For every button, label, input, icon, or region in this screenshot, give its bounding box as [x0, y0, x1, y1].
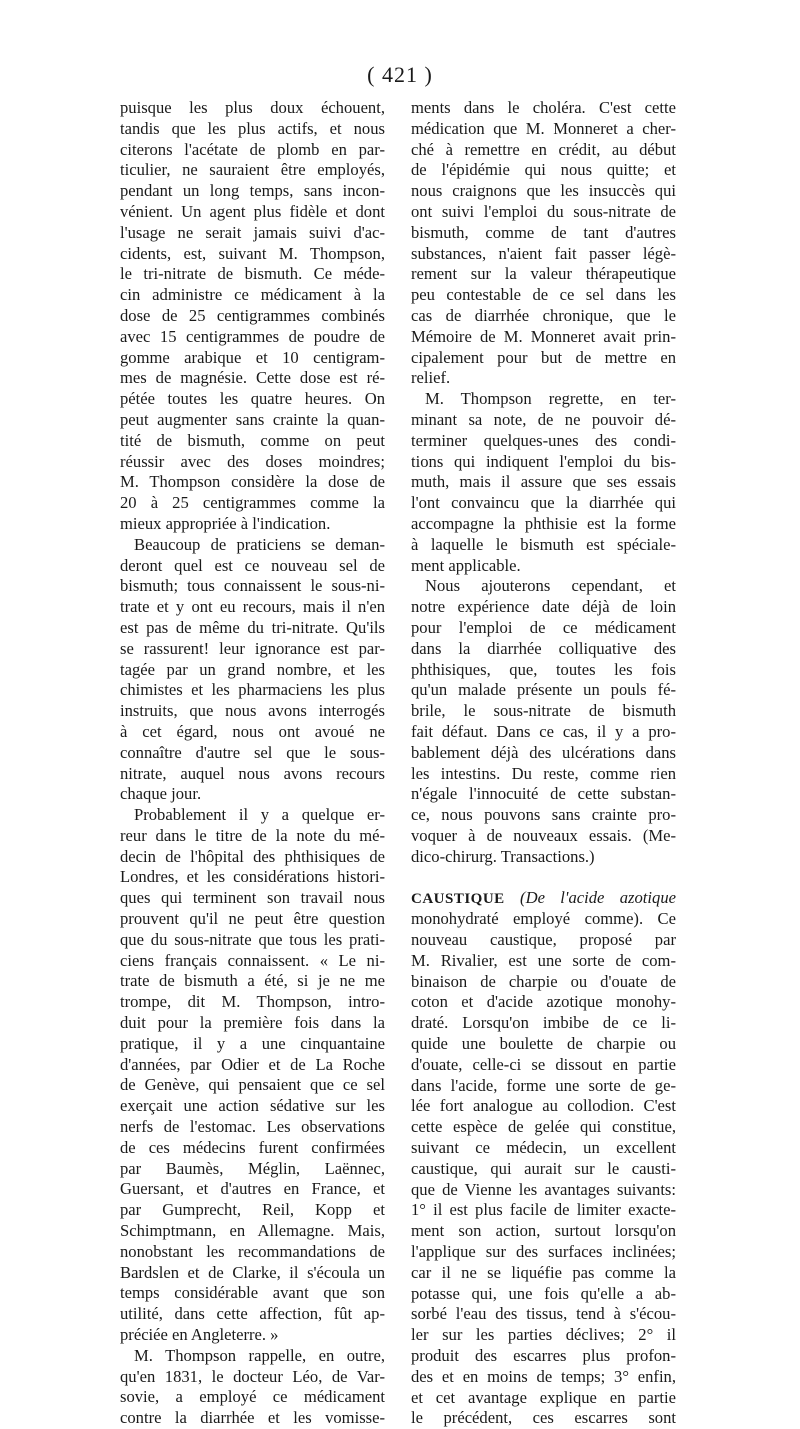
text-line: potasse qui, une fois qu'elle a ab- [411, 1283, 676, 1303]
text-line: lée fort analogue au collodion. C'est [411, 1096, 676, 1116]
text-line: d'années, par Odier et de La Roche [120, 1054, 385, 1074]
text-line: duit pour la première fois dans la [120, 1013, 385, 1033]
text-line: pour l'emploi de ce médicament [411, 617, 676, 637]
text-line: le tri-nitrate de bismuth. Ce méde- [120, 264, 385, 284]
left-column [120, 98, 385, 1429]
text-line: dans la diarrhée colliquative des [411, 638, 676, 658]
text-line: minant sa note, de ne pouvoir dé- [411, 409, 676, 429]
text-line: puisque les plus doux échouent, [120, 98, 385, 117]
text-line: ment son action, surtout lorsqu'on [411, 1221, 676, 1241]
text-line: M. Rivalier, est une sorte de com- [411, 950, 676, 970]
caustic-heading: CAUSTIQUE [411, 891, 505, 908]
text-line: nous craignons que les insuccès qui [411, 181, 676, 201]
text-line: draté. Lorsqu'on imbibe de ce li- [411, 1013, 676, 1033]
text-line: fait défaut. Dans ce cas, il y a pro- [411, 721, 676, 741]
text-line: voquer à de nouveaux essais. (Me- [411, 825, 676, 845]
text-line: rement sur la valeur thérapeutique [411, 264, 676, 284]
text-line: réussir avec des doses moindres; [120, 451, 385, 471]
text-line: temps considérable avant que son [120, 1283, 385, 1303]
text-line: ques qui terminent son travail nous [120, 888, 385, 908]
text-line: peut augmenter sans crainte la quan- [120, 409, 385, 429]
text-line: produit des escarres plus profon- [411, 1346, 676, 1366]
text-line: muth, mais il assure que ses essais [411, 472, 676, 492]
text-line: chimistes et les pharmaciens les plus [120, 680, 385, 700]
text-line: à laquelle le bismuth est spéciale- [411, 534, 676, 554]
text-line: nonobstant les recommandations de [120, 1241, 385, 1261]
text-line: mieux appropriée à l'indication. [120, 513, 331, 533]
text-line: connaître d'autre sel que le sous- [120, 742, 385, 762]
right-column-part-b [411, 909, 676, 1429]
text-line: de l'épidémie qui nous quitte; et [411, 160, 676, 180]
text-line: que de Vienne les avantages suivants: [411, 1179, 676, 1199]
text-line: cette espèce de gelée qui constitue, [411, 1117, 676, 1137]
text-line: suivant ce médecin, un excellent [411, 1138, 676, 1158]
text-line: trompe, dit M. Thompson, intro- [120, 992, 385, 1012]
text-line: médication que M. Monneret a cher- [411, 118, 676, 138]
text-line: caustique, qui aurait sur le causti- [411, 1158, 676, 1178]
text-line: se rassurent! leur ignorance est par- [120, 638, 385, 658]
text-line: bismuth; tous connaissent le sous-ni- [120, 576, 385, 596]
text-line: Nous ajouterons cependant, et [425, 576, 676, 596]
text-line: sorbé l'eau des tissus, tend à s'écou- [411, 1304, 676, 1324]
text-line: tité de bismuth, comme on peut [120, 430, 385, 450]
text-line: bismuth, comme de tant d'autres [411, 222, 676, 242]
text-line: 20 à 25 centigrammes comme la [120, 493, 385, 513]
text-line: substances, n'aient fait passer légè- [411, 243, 676, 263]
text-line: qu'en 1831, le docteur Léo, de Var- [120, 1366, 385, 1386]
text-line: brile, le sous-nitrate de bismuth [411, 701, 676, 721]
text-line: Schimptmann, en Allemagne. Mais, [120, 1221, 385, 1241]
text-line: Probablement il y a quelque er- [134, 805, 385, 825]
text-line: phthisiques, que, toutes les fois [411, 659, 676, 679]
text-line: tagée par un grand nombre, et les [120, 659, 385, 679]
text-line: coton et d'acide azotique monohy- [411, 992, 676, 1012]
text-line: bablement déjà des ulcérations dans [411, 742, 676, 762]
text-line: M. Thompson considère la dose de [120, 472, 385, 492]
page-number: ( 421 ) [367, 62, 433, 87]
text-line: vénient. Un agent plus fidèle et dont [120, 201, 385, 221]
text-line: par Baumès, Méglin, Laënnec, [120, 1158, 385, 1178]
text-line: dose de 25 centigrammes combinés [120, 305, 385, 325]
text-line: deront quel est ce nouveau sel de [120, 555, 385, 575]
text-line: binaison de charpie ou d'ouate de [411, 971, 676, 991]
text-line: cin administre ce médicament à la [120, 285, 385, 305]
text-line: exerçait une action sédative sur les [120, 1096, 385, 1116]
text-line: trate de bismuth a été, si je ne me [120, 971, 385, 991]
text-line: peu contestable de ce sel dans les [411, 285, 676, 305]
right-column [411, 98, 676, 1429]
text-line: de ces médecins furent confirmées [120, 1137, 385, 1157]
text-line: reur dans le titre de la note du mé- [120, 825, 385, 845]
text-line: tions qui indiquent l'emploi du bis- [411, 451, 676, 471]
caustic-heading-line [411, 888, 676, 909]
caustic-heading-subtitle: (De l'acide azotique [504, 888, 676, 908]
text-line: M. Thompson rappelle, en outre, [134, 1345, 385, 1365]
text-line: M. Thompson regrette, en ter- [425, 389, 676, 409]
text-line: quide une boulette de charpie ou [411, 1034, 676, 1054]
text-line: ché à remettre en crédit, au début [411, 139, 676, 159]
text-line: gomme arabique et 10 centigram- [120, 347, 385, 367]
text-line: d'ouate, celle-ci se dissout en partie [411, 1054, 676, 1074]
text-line: monohydraté employé comme). Ce [411, 909, 676, 929]
text-line: 1° il est plus facile de limiter exacte- [411, 1200, 676, 1220]
text-line: nerfs de l'estomac. Les observations [120, 1117, 385, 1137]
text-line: l'usage ne serait jamais suivi d'ac- [120, 222, 385, 242]
text-line: instruits, que nous avons interrogés [120, 701, 385, 721]
section-gap [411, 867, 676, 888]
text-line: des et en moins de temps; 3° enfin, [411, 1366, 676, 1386]
text-line: Mémoire de M. Monneret avait prin- [411, 326, 676, 346]
text-line: nitrate, auquel nous avons recours [120, 763, 385, 783]
text-line: notre expérience date déjà de loin [411, 597, 676, 617]
text-line: Beaucoup de praticiens se deman- [134, 534, 385, 554]
text-line: contre la diarrhée et les vomisse- [120, 1408, 385, 1428]
text-line: ce, nous pouvons sans crainte pro- [411, 805, 676, 825]
text-line: pendant un long temps, sans incon- [120, 181, 385, 201]
text-line: ont suivi l'emploi du sous-nitrate de [411, 201, 676, 221]
text-line: trate et y ont eu recours, mais il n'en [120, 597, 385, 617]
text-line: ments dans le choléra. C'est cette [411, 98, 676, 117]
text-line: Bardslen et de Clarke, il s'écoula un [120, 1262, 385, 1282]
text-line: citerons l'acétate de plomb en par- [120, 139, 385, 159]
right-column-part-a [411, 98, 676, 867]
text-line: nouveau caustique, proposé par [411, 930, 676, 950]
text-line: prouvent qu'il ne peut être question [120, 909, 385, 929]
text-line: que du sous-nitrate que tous les prati- [120, 929, 385, 949]
text-line: est pas de même du tri-nitrate. Qu'ils [120, 617, 385, 637]
text-line: à cet égard, nous ont avoué ne [120, 721, 385, 741]
text-line: le précédent, ces escarres sont [411, 1408, 676, 1428]
text-line: n'égale l'innocuité de cette substan- [411, 784, 676, 804]
text-line: pratique, il y a une cinquantaine [120, 1033, 385, 1053]
text-line: pétée toutes les quatre heures. On [120, 389, 385, 409]
text-line: car il ne se liquéfie pas comme la [411, 1262, 676, 1282]
text-line: dans l'acide, forme une sorte de ge- [411, 1075, 676, 1095]
text-line: dico-chirurg. Transactions.) [411, 846, 595, 866]
text-line: ment applicable. [411, 555, 521, 575]
text-line: tandis que les plus actifs, et nous [120, 118, 385, 138]
text-line: Guersant, et d'autres en France, et [120, 1179, 385, 1199]
text-line: cidents, est, suivant M. Thompson, [120, 243, 385, 263]
text-line: l'ont convaincu que la diarrhée qui [411, 493, 676, 513]
text-line: accompagne la phthisie est la forme [411, 513, 676, 533]
text-line: avec 15 centigrammes de poudre de [120, 326, 385, 346]
text-line: cipalement pour but de mettre en [411, 347, 676, 367]
text-line: de Genève, qui pensaient que ce sel [120, 1075, 385, 1095]
text-line: l'applique sur des surfaces inclinées; [411, 1242, 676, 1262]
text-line: terminer quelques-unes des condi- [411, 430, 676, 450]
text-line: mes de magnésie. Cette dose est ré- [120, 368, 385, 388]
text-line: cas de diarrhée chronique, que le [411, 305, 676, 325]
text-line: par Gumprecht, Reil, Kopp et [120, 1200, 385, 1220]
text-line: et cet avantage explique en partie [411, 1387, 676, 1407]
text-line: utilité, dans cette affection, fût ap- [120, 1304, 385, 1324]
text-line: relief. [411, 368, 451, 388]
text-line: préciée en Angleterre. » [120, 1325, 279, 1345]
text-line: decin de l'hôpital des phthisiques de [120, 846, 385, 866]
text-line: sovie, a employé ce médicament [120, 1387, 385, 1407]
text-line: Londres, et les considérations histori- [120, 867, 385, 887]
text-line: qu'un malade présente un pouls fé- [411, 680, 676, 700]
text-line: ciens français connaissent. « Le ni- [120, 950, 385, 970]
text-line: chaque jour. [120, 784, 202, 804]
text-line: ticulier, ne sauraient être employés, [120, 160, 385, 180]
text-line: ler sur les parties déclives; 2° il [411, 1325, 676, 1345]
text-line: les intestins. Du reste, comme rien [411, 763, 676, 783]
